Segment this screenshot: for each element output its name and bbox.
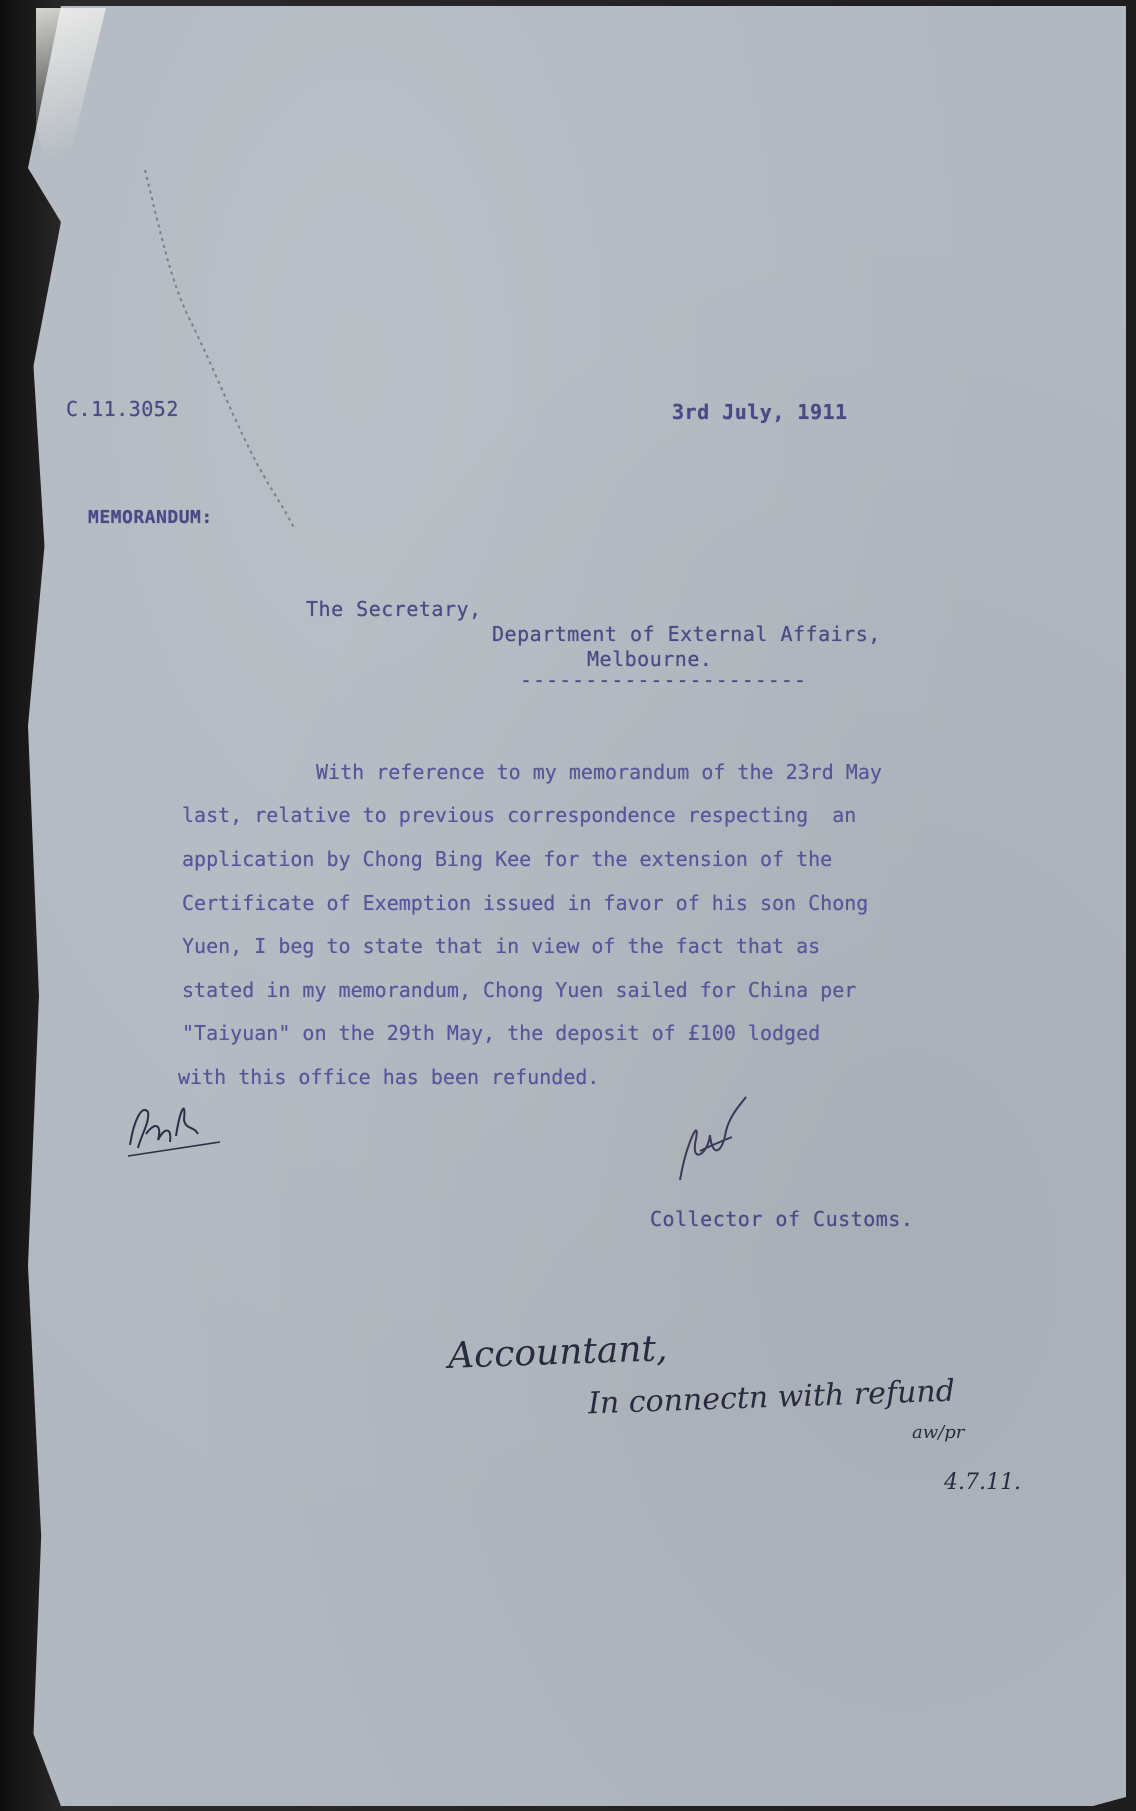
document-date: 3rd July, 1911 [672, 400, 848, 424]
address-department: Department of External Affairs, [492, 622, 881, 646]
body-line: last, relative to previous correspondence respecting an [182, 803, 857, 827]
addressee: The Secretary, [306, 597, 482, 621]
collector-signature [660, 1095, 760, 1190]
reference-number: C.11.3052 [66, 397, 179, 421]
signoff-title: Collector of Customs. [650, 1207, 914, 1231]
handwritten-annotation-addressee: Accountant, [447, 1328, 669, 1377]
body-line: Yuen, I beg to state that in view of the fact that as [182, 934, 821, 958]
body-line: application by Chong Bing Kee for the extension of the [182, 847, 833, 871]
body-line: stated in my memorandum, Chong Yuen sailed for China per [182, 978, 857, 1002]
body-line: "Taiyuan" on the 29th May, the deposit of £100 lodged [182, 1021, 821, 1045]
address-underline: ---------------------- [520, 668, 807, 692]
body-line: Certificate of Exemption issued in favor of his son Chong [182, 891, 869, 915]
memorandum-heading: MEMORANDUM: [88, 507, 213, 528]
body-line: With reference to my memorandum of the 23rd May [316, 760, 882, 784]
address-city: Melbourne. [587, 647, 713, 671]
handwritten-initials: aw/pr [912, 1422, 965, 1443]
initials-signature-left [120, 1090, 230, 1165]
body-line: with this office has been refunded. [178, 1065, 600, 1089]
handwritten-annotation-note: In connectn with refund [587, 1373, 956, 1422]
handwritten-date: 4.7.11. [944, 1470, 1021, 1495]
paper-tear-mark [140, 170, 300, 530]
